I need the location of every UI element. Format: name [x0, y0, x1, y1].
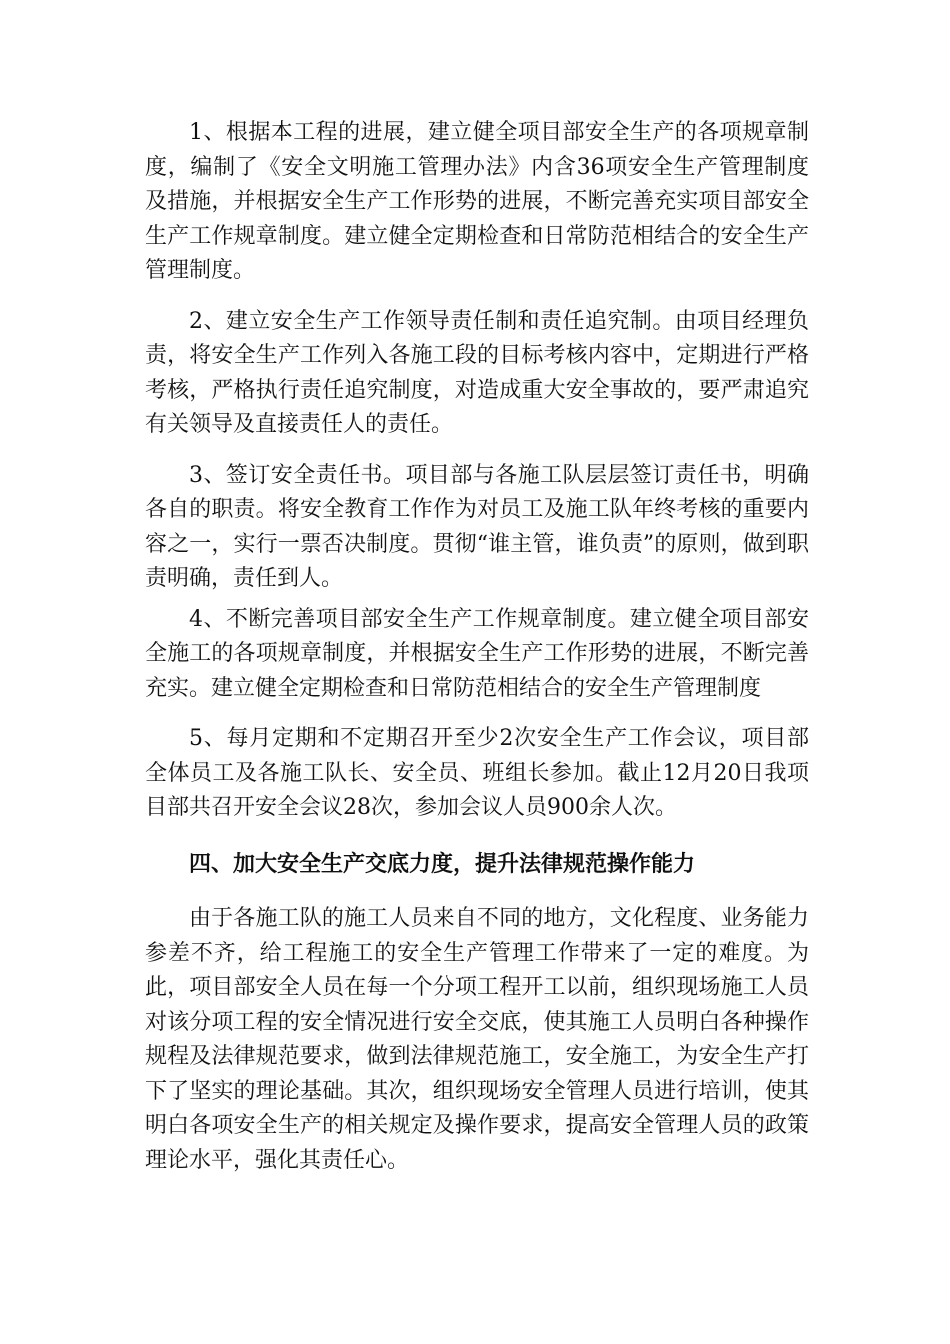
paragraph-4: 4、不断完善项目部安全生产工作规章制度。建立健全项目部安全施工的各项规章制度，并根据安全生产工作形势的进展，不断完善充实。建立健全定期检查和日常防范相结合的安全生产管理制度 [145, 606, 809, 701]
section-paragraph: 由于各施工队的施工人员来自不同的地方，文化程度、业务能力参差不齐，给工程施工的安全生产管理工作带来了一定的难度。为此，项目部安全人员在每一个分项工程开工以前，组织现场施工人员对该分项工程的安全情况进行安全交底，使其施工人员明白各种操作规程及法律规范要求，做到法律规范施工，安全施工，为安全生产打下了坚实的理论基础。其次，组织现场安全管理人员进行培训，使其明白各项安全生产的相关规定及操作要求，提高安全管理人员的政策理论水平，强化其责任心。 [145, 906, 809, 1173]
paragraph-2: 2、建立安全生产工作领导责任制和责任追究制。由项目经理负责，将安全生产工作列入各施工段的目标考核内容中，定期进行严格考核，严格执行责任追究制度，对造成重大安全事故的，要严肃追究有关领导及直接责任人的责任。 [145, 308, 809, 437]
document-page [145, 116, 809, 1178]
paragraph-3: 3、签订安全责任书。项目部与各施工队层层签订责任书，明确各自的职责。将安全教育工作作为对员工及施工队年终考核的重要内容之一，实行一票否决制度。贯彻“谁主管，谁负责”的原则，做到职责明确，责任到人。 [145, 462, 809, 591]
section-heading: 四、加大安全生产交底力度，提升法律规范操作能力 [189, 851, 696, 877]
paragraph-1: 1、根据本工程的进展，建立健全项目部安全生产的各项规章制度，编制了《安全文明施工管理办法》内含36项安全生产管理制度及措施，并根据安全生产工作形势的进展，不断完善充实项目部安全生产工作规章制度。建立健全定期检查和日常防范相结合的安全生产管理制度。 [145, 120, 809, 283]
paragraph-5: 5、每月定期和不定期召开至少2次安全生产工作会议，项目部全体员工及各施工队长、安全员、班组长参加。截止12月20日我项目部共召开安全会议28次，参加会议人员900余人次。 [145, 726, 809, 820]
